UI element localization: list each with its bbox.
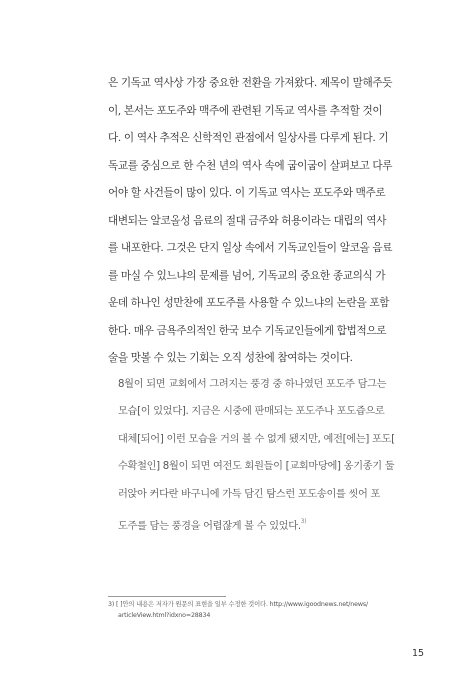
footnote-line: 3) [ ]안의 내용은 저자가 원문의 표현을 일부 수정한 것이다. http://www.igoodnews.net/news/ [108,601,368,608]
body-line: 대변되는 알코올성 음료의 절대 금주와 허용이라는 대립의 역사 [108,214,387,227]
footnote [108,600,413,621]
body-line: 한다. 매우 금욕주의적인 한국 보수 기독교인들에게 합법적으로 [108,324,387,337]
footnote-url-line[interactable]: articleView.html?idxno=28834 [118,611,211,619]
quote-line: 8월이 되면 교회에서 그려지는 풍경 중 하나였던 포도주 담그는 [118,379,387,390]
block-quote [118,371,410,540]
quote-line-text: 도주를 담는 풍경을 어렵잖게 볼 수 있었다. [118,521,301,533]
body-line: 를 마실 수 있느냐의 문제를 넘어, 기독교의 중요한 종교의식 가 [108,269,386,282]
body-line: 운데 하나인 성만찬에 포도주를 사용할 수 있느냐의 논란을 포함 [108,297,390,309]
footnote-reference[interactable]: 3) [300,518,307,526]
body-line: 은 기독교 역사상 가장 중요한 전환을 가져왔다. 제목이 말해주듯 [108,77,393,89]
page-number: 15 [412,648,425,659]
body-line: 독교를 중심으로 한 수천 년의 역사 속에 굽이굽이 살펴보고 다루 [108,159,393,172]
quote-line: 러앉아 커다란 바구니에 가득 담긴 탐스런 포도송이를 씻어 포 [118,488,381,500]
quote-line: 모습[이 있었다]. 지금은 시중에 판매되는 포도주나 포도즙으로 [118,406,385,418]
body-line: 를 내포한다. 그것은 단지 일상 속에서 기독교인들이 알코올 음료 [108,242,393,254]
quote-line: 대체[되어] 이런 모습을 거의 볼 수 없게 됐지만, 예전[에는] 포도[ [118,433,395,445]
body-line: 이, 본서는 포도주와 맥주에 관련된 기독교 역사를 추적할 것이 [108,104,383,117]
body-line: 술을 맛볼 수 있는 기회는 오직 성찬에 참여하는 것이다. [108,352,353,364]
body-line: 어야 할 사건들이 많이 있다. 이 기독교 역사는 포도주와 맥주로 [108,187,386,199]
body-line: 다. 이 역사 추적은 신학적인 관점에서 일상사를 다루게 된다. 기 [108,132,389,144]
quote-line-last [118,508,410,540]
quote-line: 수확철인] 8월이 되면 여전도 회원들이 [교회마당에] 옹기종기 둘 [118,461,395,473]
body-paragraph [108,70,410,373]
footnote-divider [108,596,226,597]
